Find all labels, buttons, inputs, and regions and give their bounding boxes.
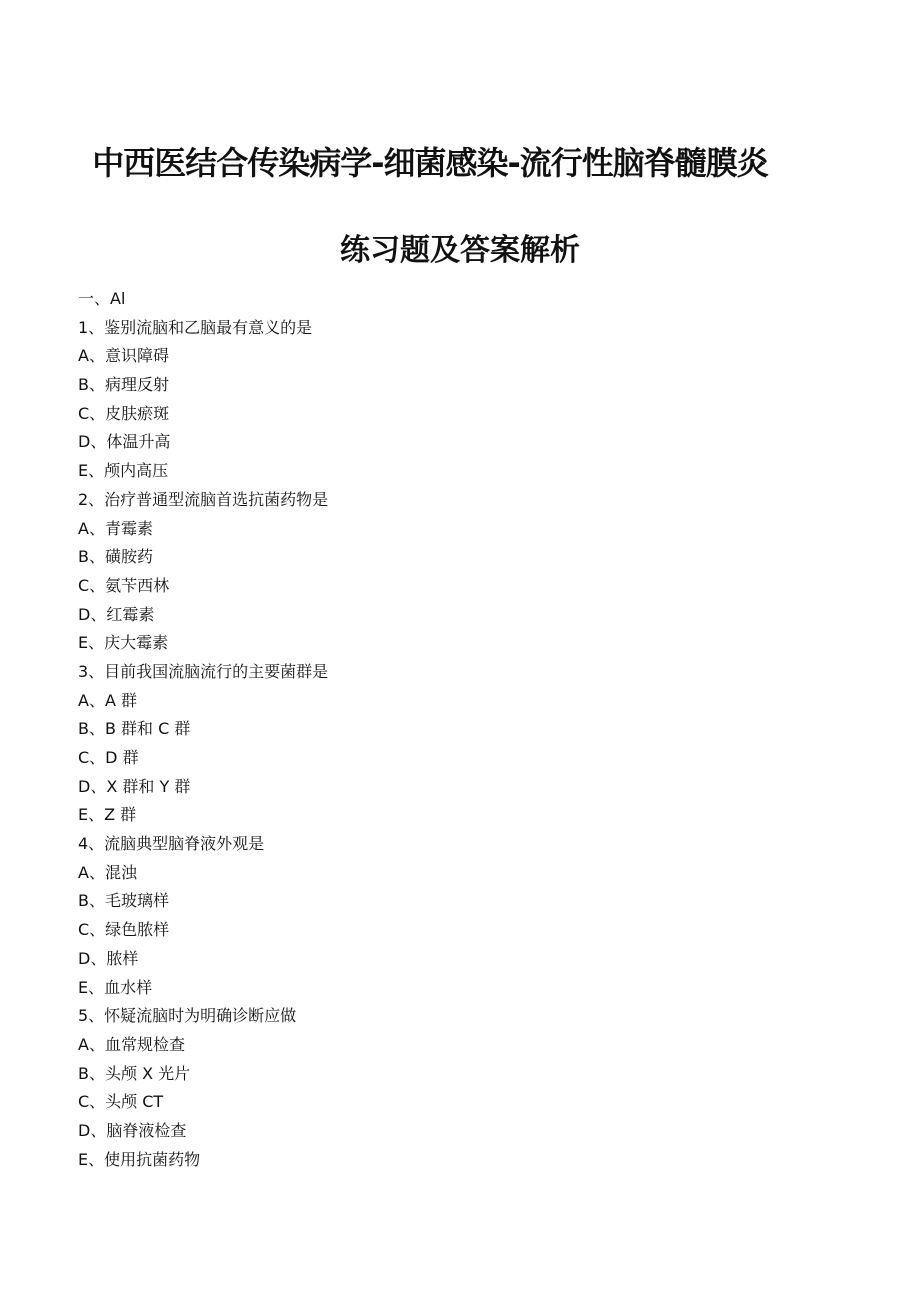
answer-option: E、使用抗菌药物 <box>78 1149 201 1169</box>
answer-option: D、脑脊液检查 <box>78 1120 187 1140</box>
answer-option: B、磺胺药 <box>78 547 153 567</box>
question-stem: 3、目前我国流脑流行的主要菌群是 <box>78 661 329 681</box>
answer-option: C、绿色脓样 <box>78 920 170 940</box>
answer-option: E、庆大霉素 <box>78 633 169 653</box>
question-stem: 4、流脑典型脑脊液外观是 <box>78 834 265 854</box>
document-title: 中西医结合传染病学-细菌感染-流行性脑脊髓膜炎 <box>92 144 768 182</box>
answer-option: A、青霉素 <box>78 518 153 538</box>
answer-option: B、病理反射 <box>78 375 169 395</box>
answer-option: E、颅内高压 <box>78 461 169 481</box>
answer-option: C、头颅 CT <box>78 1092 164 1112</box>
answer-option: D、红霉素 <box>78 604 155 624</box>
answer-option: C、氨苄西林 <box>78 575 170 595</box>
answer-option: B、头颅 X 光片 <box>78 1063 191 1083</box>
answer-option: E、Z 群 <box>78 805 137 825</box>
answer-option: C、D 群 <box>78 748 139 767</box>
question-stem: 2、治疗普通型流脑首选抗菌药物是 <box>78 489 329 509</box>
question-stem: 5、怀疑流脑时为明确诊断应做 <box>78 1006 297 1026</box>
answer-option: A、意识障碍 <box>78 346 169 366</box>
answer-option: E、血水样 <box>78 977 153 997</box>
answer-option: A、混浊 <box>78 862 137 882</box>
answer-option: B、毛玻璃样 <box>78 891 169 911</box>
answer-option: C、皮肤瘀斑 <box>78 403 170 423</box>
section-heading: 一、Al <box>78 289 126 308</box>
answer-option: D、脓样 <box>78 948 139 968</box>
answer-option: A、血常规检查 <box>78 1034 185 1054</box>
answer-option: D、体温升高 <box>78 432 171 452</box>
document-subtitle: 练习题及答案解析 <box>340 233 580 268</box>
question-stem: 1、鉴别流脑和乙脑最有意义的是 <box>78 317 313 337</box>
question-list <box>78 285 878 1174</box>
answer-option: B、B 群和 C 群 <box>78 719 191 739</box>
answer-option: D、X 群和 Y 群 <box>78 776 191 796</box>
answer-option: A、A 群 <box>78 690 137 710</box>
